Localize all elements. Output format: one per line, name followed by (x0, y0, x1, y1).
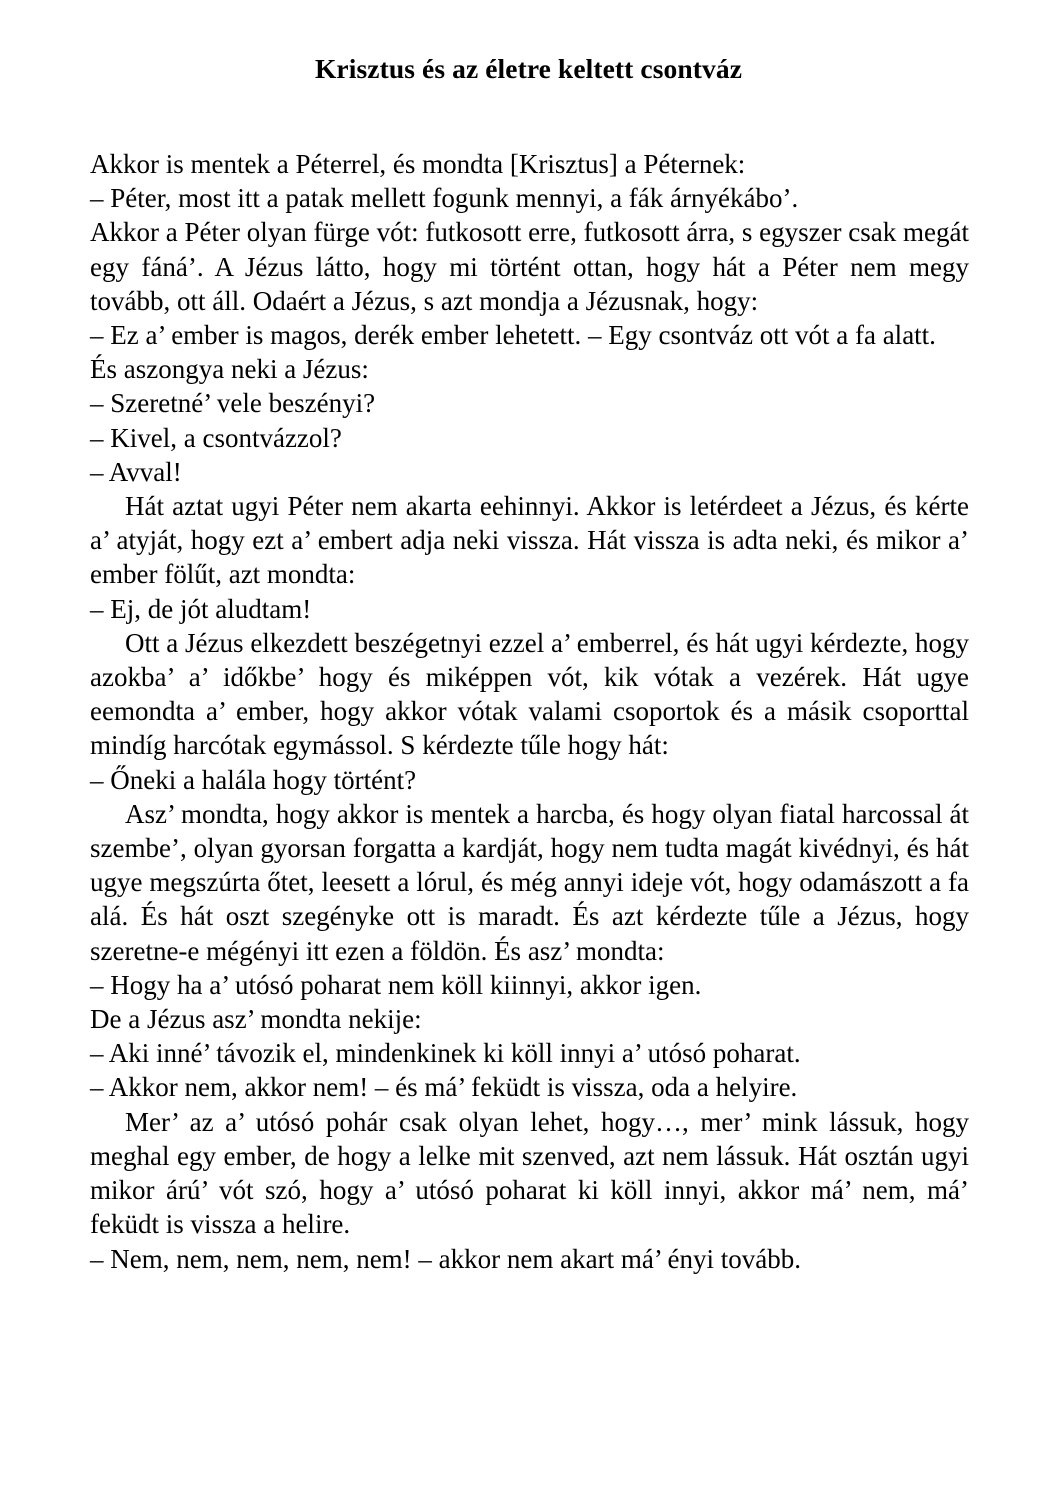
body-paragraph: Hát aztat ugyi Péter nem akarta eehinnyi. Akkor is letérdeet a Jézus, és kérte a’ atyját, hogy ezt a’ embert adja neki vissza. Hát vissza is adta neki, és mikor a’ ember fölűt, azt mondta: (90, 491, 969, 590)
body-paragraph: – Ez a’ ember is magos, derék ember lehetett. – Egy csontváz ott vót a fa alatt. (90, 320, 936, 351)
body-paragraph: Asz’ mondta, hogy akkor is mentek a harcba, és hogy olyan fiatal harcossal át szembe’, olyan gyorsan forgatta a kardját, hogy nem tudta magát kivédnyi, és hát ugye megszúrta őtet, leesett a lórul, és még annyi ideje vót, hogy odamászott a fa alá. És hát oszt szegényke ott is maradt. És azt kérdezte tűle a Jézus, hogy szeretne-e mégényi itt ezen a földön. És asz’ mondta: (90, 798, 969, 966)
body-paragraph: – Péter, most itt a patak mellett fogunk mennyi, a fák árnyékábo’. (90, 183, 799, 214)
body-paragraph: – Ej, de jót aludtam! (90, 593, 312, 624)
body-paragraph: Akkor a Péter olyan fürge vót: futkosott erre, futkosott árra, s egyszer csak megát egy fáná’. A Jézus látto, hogy mi történt ottan, hogy hát a Péter nem megy tovább, ott áll. Odaért a Jézus, s azt mondja a Jézusnak, hogy: (90, 217, 969, 316)
page-title: Krisztus és az életre keltett csontváz (314, 53, 743, 84)
body-paragraph: – Nem, nem, nem, nem, nem! – akkor nem akart má’ ényi tovább. (90, 1243, 802, 1274)
body-paragraph: De a Jézus asz’ mondta nekije: (90, 1004, 422, 1035)
body-paragraph: Akkor is mentek a Péterrel, és mondta [Krisztus] a Péternek: (90, 149, 746, 179)
body-paragraph: Ott a Jézus elkezdett beszégetnyi ezzel a’ emberrel, és hát ugyi kérdezte, hogy azokba’ a’ időkbe’ hogy és miképpen vót, kik vótak a vezérek. Hát ugye eemondta a’ ember, hogy akkor vótak valami csoportok és a másik csoporttal mindíg harcótak egymássol. S kérdezte tűle hogy hát: (90, 627, 969, 761)
body-paragraph: – Kivel, a csontvázzol? (90, 422, 342, 453)
body-paragraph: – Avval! (90, 456, 182, 487)
document-body (90, 147, 969, 1276)
body-paragraph: – Akkor nem, akkor nem! – és má’ feküdt is vissza, oda a helyire. (90, 1072, 798, 1103)
body-paragraph: – Aki inné’ távozik el, mindenkinek ki köll innyi a’ utósó poharat. (90, 1038, 801, 1069)
body-paragraph: – Őneki a halála hogy történt? (90, 764, 417, 795)
body-paragraph: – Szeretné’ vele beszényi? (90, 388, 376, 419)
body-paragraph: És aszongya neki a Jézus: (90, 354, 369, 385)
body-paragraph: – Hogy ha a’ utósó poharat nem köll kiinnyi, akkor igen. (90, 969, 702, 1000)
body-paragraph: Mer’ az a’ utósó pohár csak olyan lehet, hogy…, mer’ mink lássuk, hogy meghal egy ember, de hogy a lelke mit szenved, azt nem lássuk. Hát osztán ugyi mikor árú’ vót szó, hogy a’ utósó poharat ki köll innyi, akkor má’ nem, má’ feküdt is vissza a helire. (90, 1106, 969, 1240)
